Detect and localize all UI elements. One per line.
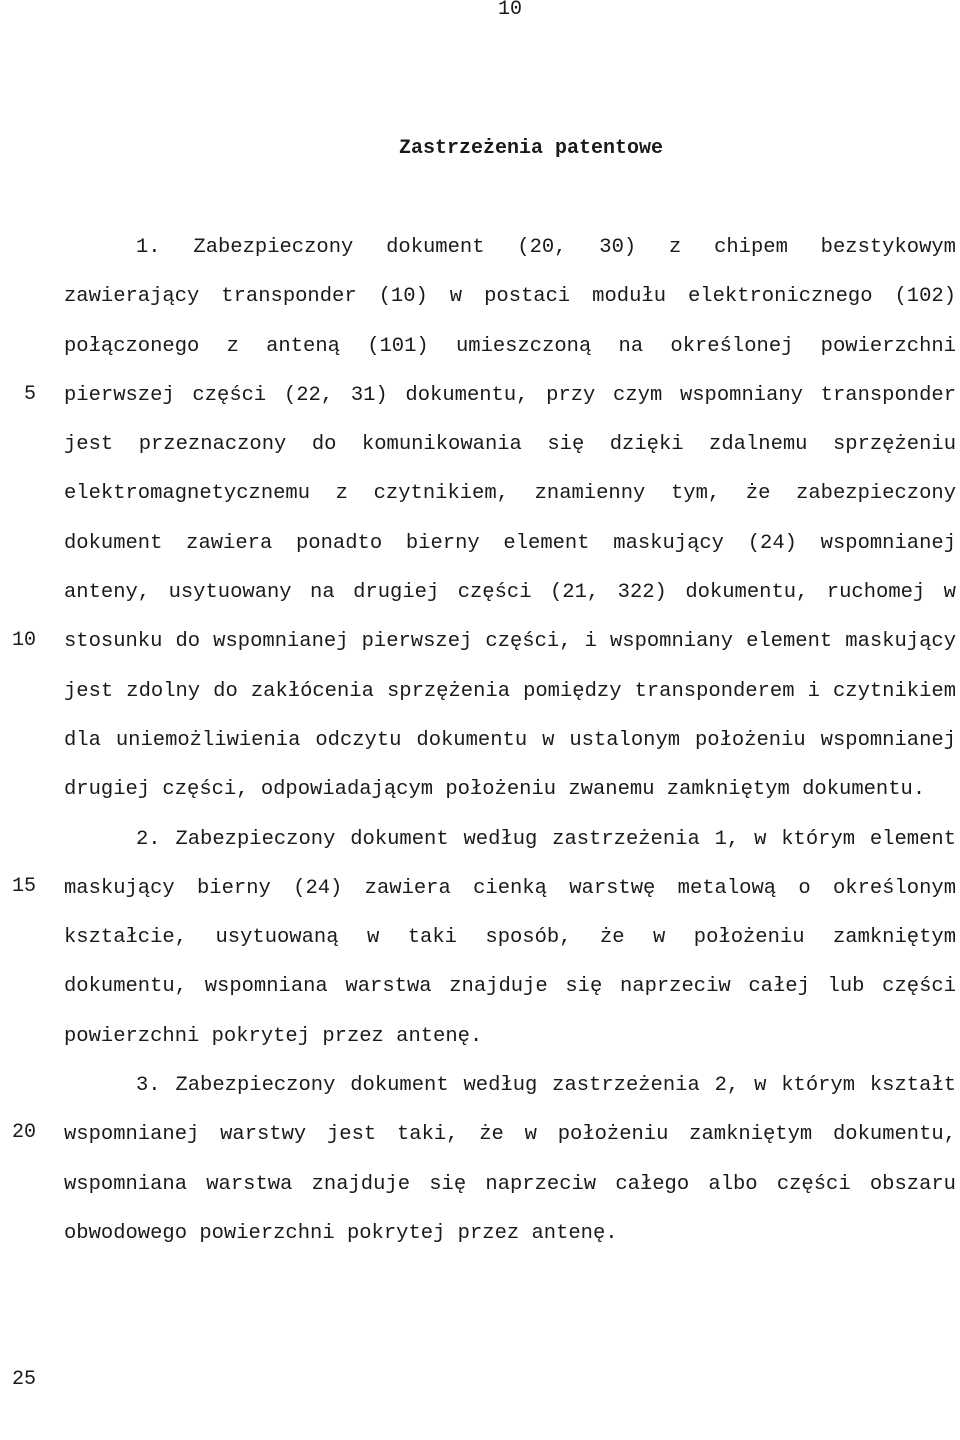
margin-line-number-25: 25 [11,1368,36,1391]
margin-line-number-5: 5 [23,383,36,406]
document-title: Zastrzeżenia patentowe [398,137,664,160]
margin-line-number-10: 10 [11,629,36,652]
page-number: 10 [497,0,522,21]
claim-1: 1. Zabezpieczony dokument (20, 30) z chipem bezstykowym zawierający transponder (10) w postaci modułu elektronicznego (102) połączonego z anteną (101) umieszczoną na określonej powierzchni pierwszej części (22, 31) dokumentu, przy czym wspomniany transponder jest przeznaczony do komunikowania się dzięki zdalnemu sprzężeniu elektromagnetycznemu z czytnikiem, znamienny tym, że zabezpieczony dokument zawiera ponadto bierny element maskujący (24) wspomnianej anteny, usytuowany na drugiej części (21, 322) dokumentu, ruchomej w stosunku do wspomnianej pierwszej części, i wspomniany element maskujący jest zdolny do zakłócenia sprzężenia pomiędzy transponderem i czytnikiem dla uniemożliwienia odczytu dokumentu w ustalonym położeniu wspomnianej drugiej części, odpowiadającym położeniu zwanemu zamkniętym dokumentu. [64,236,956,802]
claim-2: 2. Zabezpieczony dokument według zastrzeżenia 1, w którym element maskujący bierny (24) zawiera cienką warstwę metalową o określonym kształcie, usytuowaną w taki sposób, że w położeniu zamkniętym dokumentu, wspomniana warstwa znajduje się naprzeciw całej lub części powierzchni pokrytej przez antenę. [64,827,956,1048]
margin-line-number-20: 20 [11,1121,36,1144]
claim-3: 3. Zabezpieczony dokument według zastrzeżenia 2, w którym kształt wspomnianej warstwy jest taki, że w położeniu zamkniętym dokumentu, wspomniana warstwa znajduje się naprzeciw całego albo części obszaru obwodowego powierzchni pokrytej przez antenę. [64,1074,956,1245]
margin-line-number-15: 15 [11,875,36,898]
claims-body [64,223,956,1258]
